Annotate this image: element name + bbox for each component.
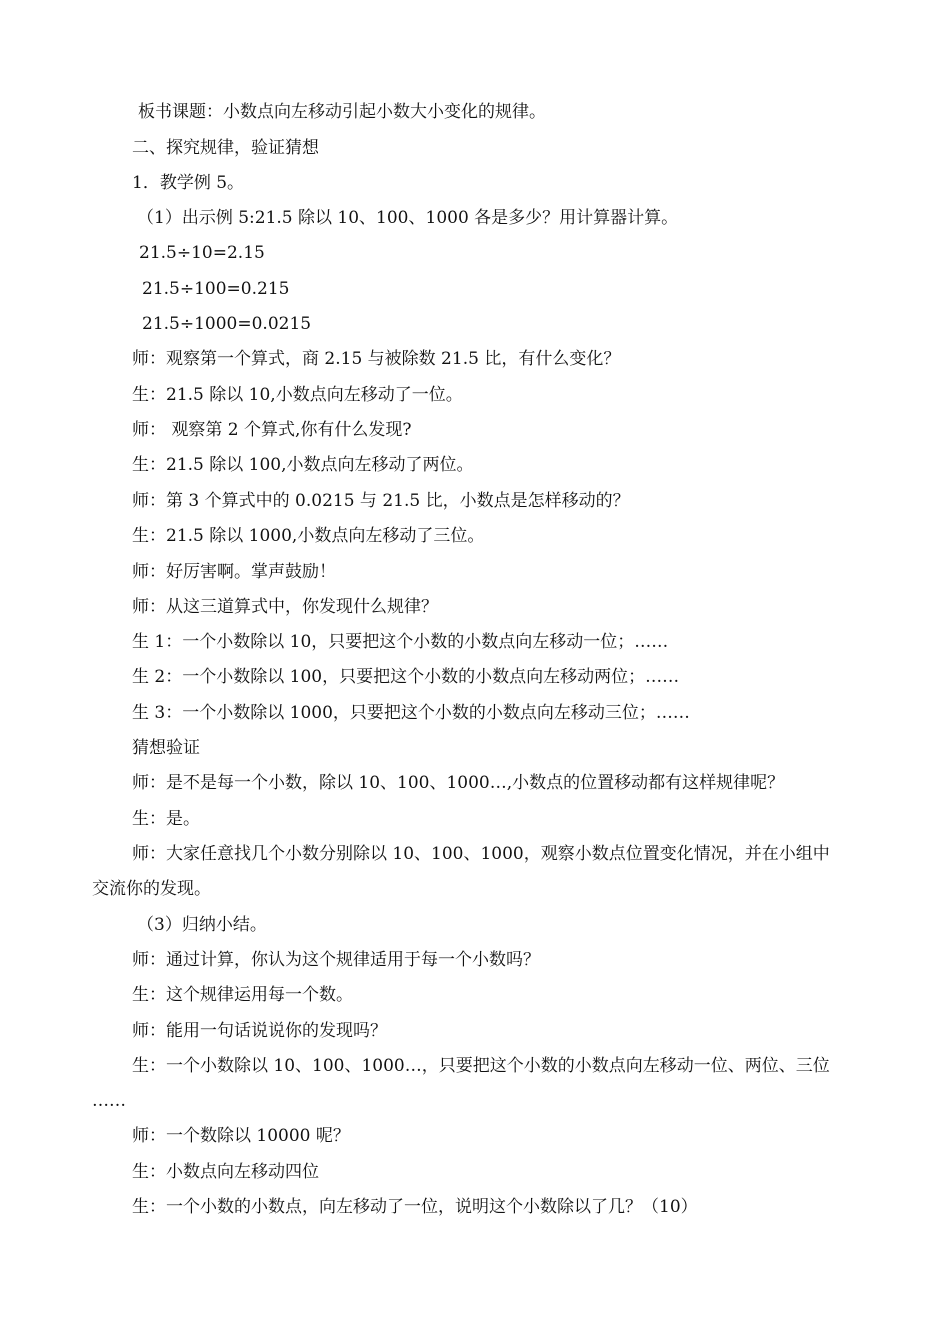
equation-2: 21.5÷100=0.215 [142, 279, 290, 299]
dialogue-line: 生：这个规律运用每一个数。 [132, 985, 353, 1005]
section-heading: 二、探究规律，验证猜想 [132, 138, 319, 158]
dialogue-line: 生：一个小数的小数点，向左移动了一位，说明这个小数除以了几？（10） [132, 1197, 698, 1217]
dialogue-line: 师：通过计算，你认为这个规律适用于每一个小数吗？ [132, 950, 540, 970]
dialogue-line: 生 1：一个小数除以 10，只要把这个小数的小数点向左移动一位；…… [132, 632, 669, 652]
dialogue-line: 师：大家任意找几个小数分别除以 10、100、1000，观察小数点位置变化情况，并在小组中 [132, 844, 830, 864]
dialogue-line: 师：好厉害啊。掌声鼓励！ [132, 562, 336, 582]
summary-heading: （3）归纳小结。 [137, 915, 267, 935]
dialogue-line: 生 2：一个小数除以 100，只要把这个小数的小数点向左移动两位；…… [132, 667, 680, 687]
dialogue-continuation: …… [92, 1091, 126, 1111]
dialogue-line: 生：是。 [132, 809, 200, 829]
dialogue-line: 师：能用一句话说说你的发现吗？ [132, 1021, 387, 1041]
board-title-line: 板书课题：小数点向左移动引起小数大小变化的规律。 [138, 102, 546, 122]
dialogue-continuation: 交流你的发现。 [92, 879, 211, 899]
dialogue-line: 生：21.5 除以 100,小数点向左移动了两位。 [132, 455, 474, 475]
equation-1: 21.5÷10=2.15 [139, 243, 265, 263]
dialogue-line: 师：一个数除以 10000 呢？ [132, 1126, 350, 1146]
dialogue-line: 生：21.5 除以 10,小数点向左移动了一位。 [132, 385, 463, 405]
equation-3: 21.5÷1000=0.0215 [142, 314, 312, 334]
dialogue-line: 生：一个小数除以 10、100、1000…，只要把这个小数的小数点向左移动一位、两位、三位 [132, 1056, 830, 1076]
dialogue-line: 师：从这三道算式中，你发现什么规律？ [132, 597, 438, 617]
example-prompt: （1）出示例 5:21.5 除以 10、100、1000 各是多少？用计算器计算。 [137, 208, 679, 228]
dialogue-line: 生：21.5 除以 1000,小数点向左移动了三位。 [132, 526, 485, 546]
example-heading: 1．教学例 5。 [132, 173, 245, 193]
dialogue-line: 师：是不是每一个小数，除以 10、100、1000…,小数点的位置移动都有这样规律呢？ [132, 773, 785, 793]
dialogue-line: 师：第 3 个算式中的 0.0215 与 21.5 比，小数点是怎样移动的？ [132, 491, 630, 511]
dialogue-line: 师： 观察第 2 个算式,你有什么发现? [132, 420, 412, 440]
dialogue-line: 师：观察第一个算式，商 2.15 与被除数 21.5 比，有什么变化？ [132, 349, 621, 369]
subheading-guess-verify: 猜想验证 [132, 738, 200, 758]
dialogue-line: 生：小数点向左移动四位 [132, 1162, 319, 1182]
dialogue-line: 生 3：一个小数除以 1000，只要把这个小数的小数点向左移动三位；…… [132, 703, 690, 723]
